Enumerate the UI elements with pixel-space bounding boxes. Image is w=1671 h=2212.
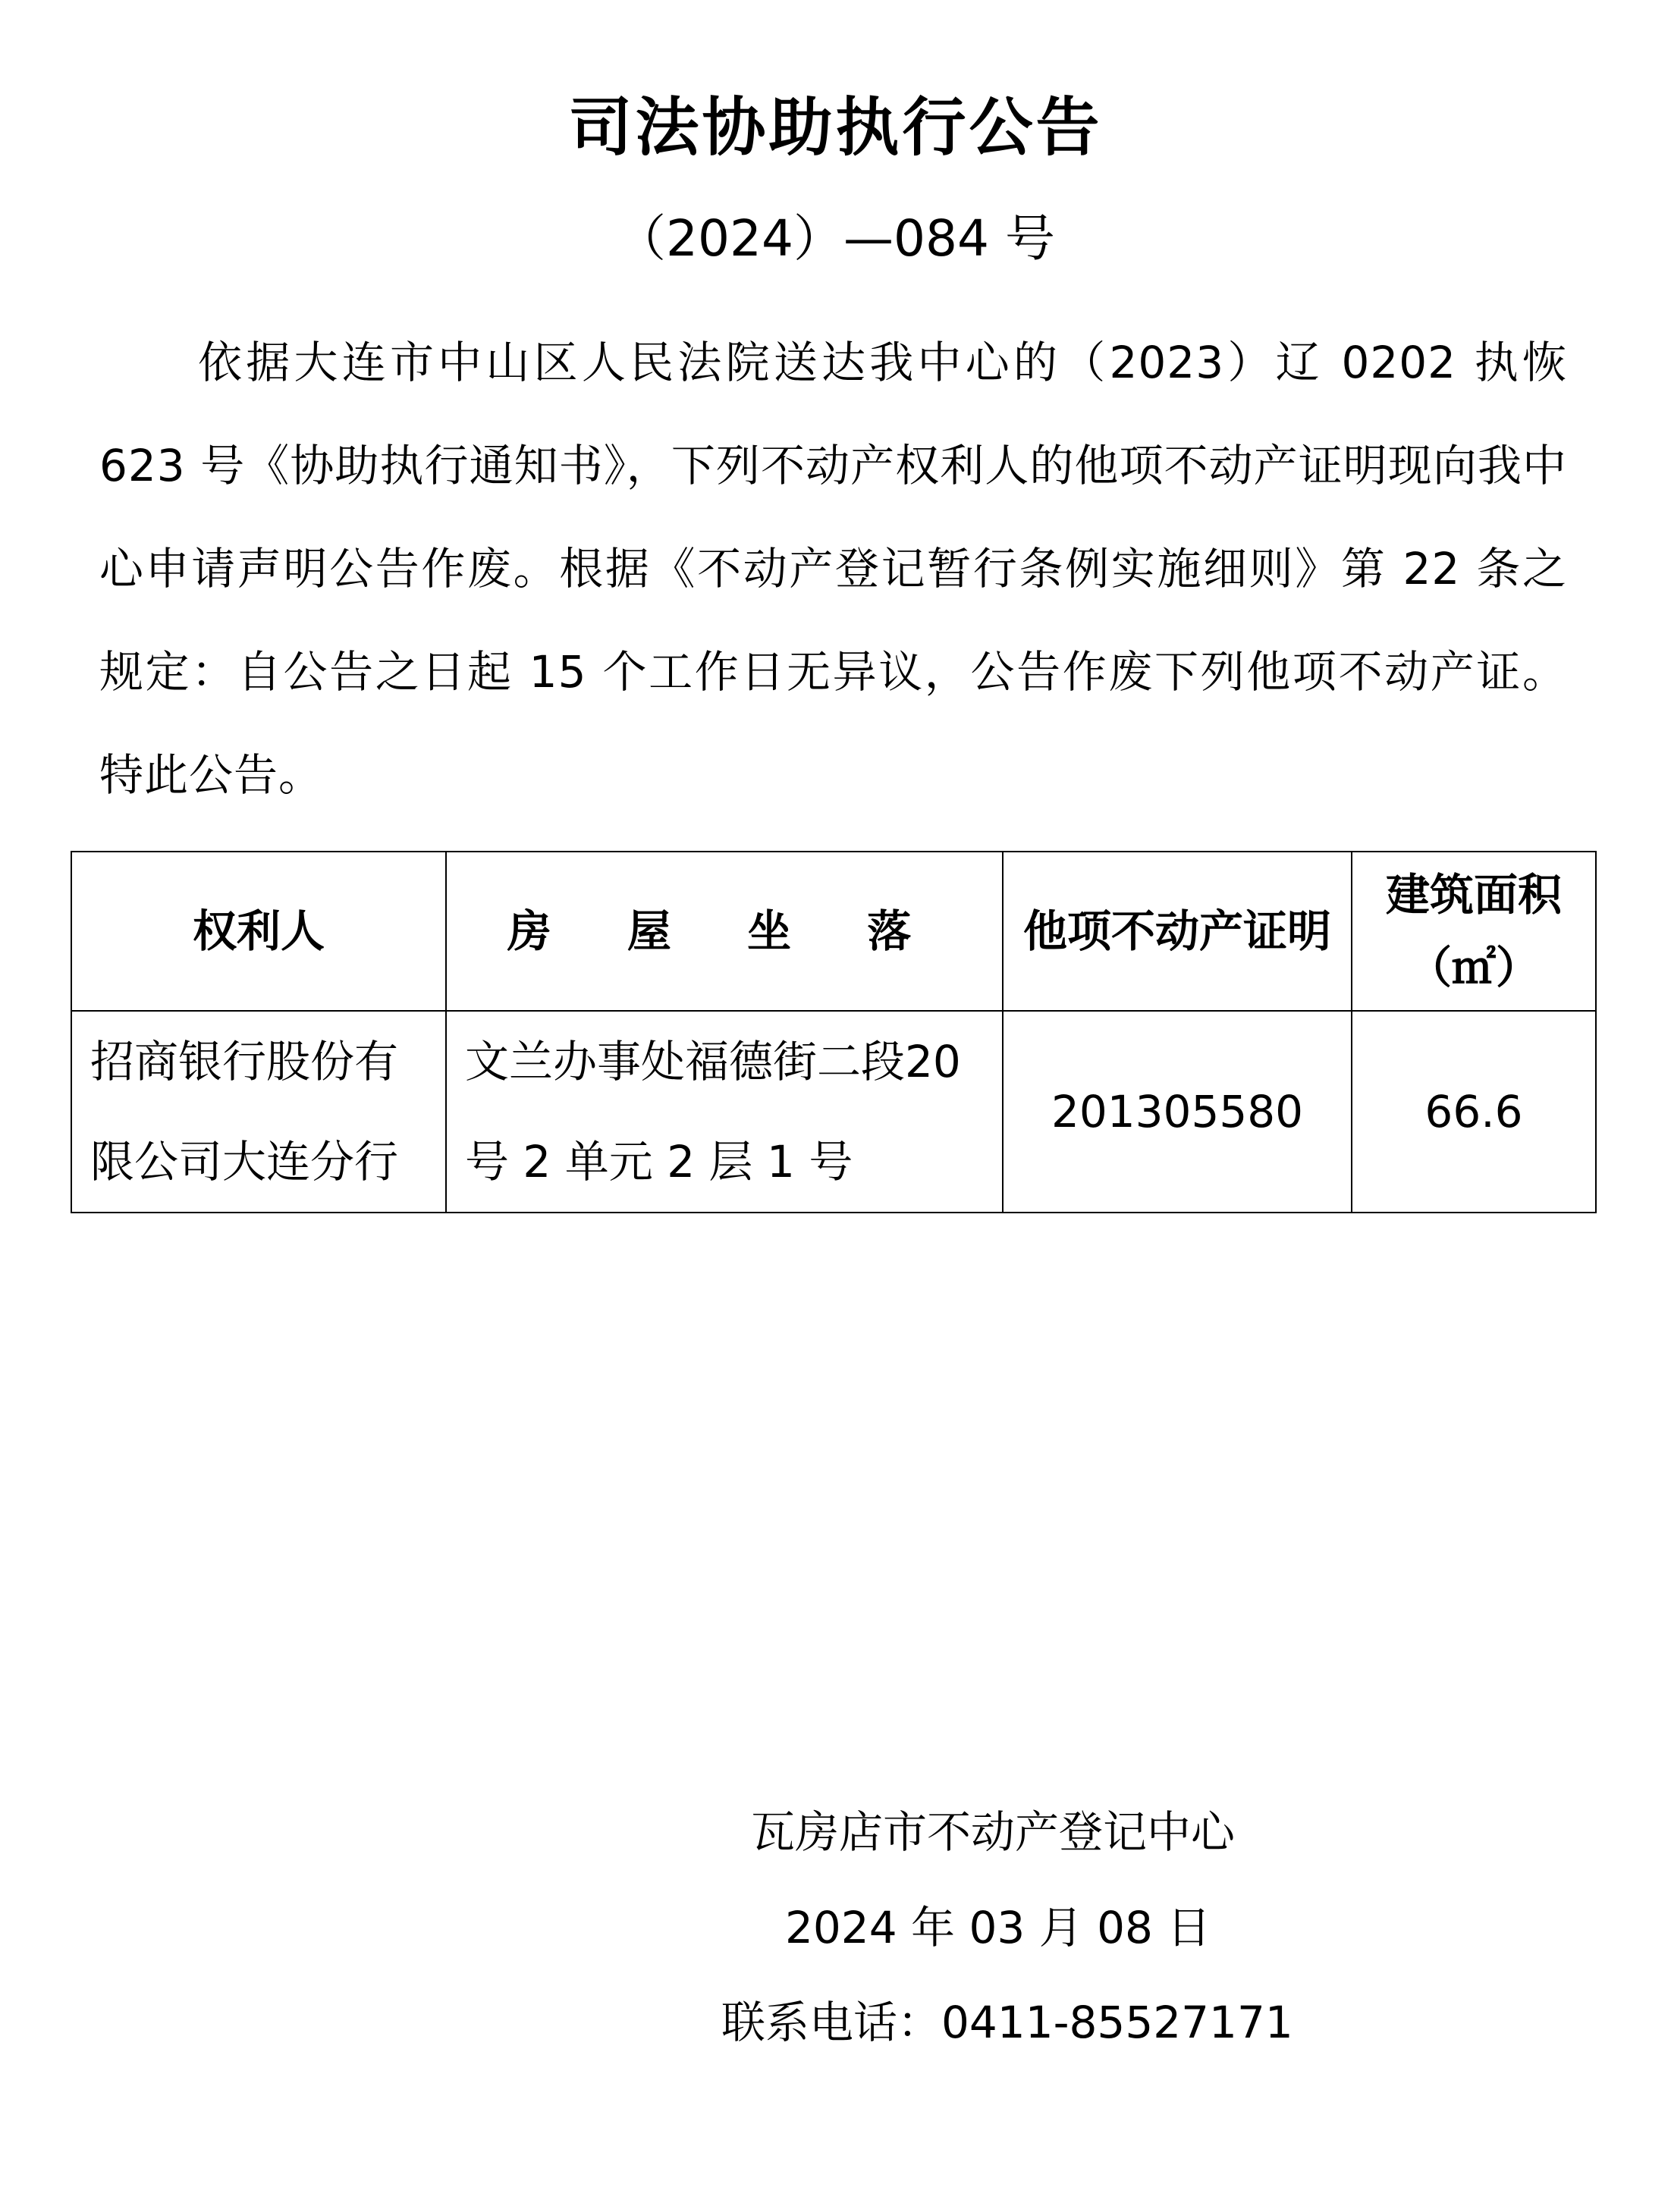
document-number: （2024）—084 号 [616,209,1055,268]
table-row [71,1011,1596,1213]
cell-holder: 招商银行股份有限公司大连分行 [71,1011,446,1213]
certificate-table [71,851,1597,1213]
notice-title: 司法协助执行公告 [568,90,1103,165]
header-area: 建筑面积（㎡） [1352,852,1596,1011]
header-location: 房 屋 坐 落 [446,852,1003,1011]
cell-location: 文兰办事处福德街二段20 号 2 单元 2 层 1 号 [446,1011,1003,1213]
table-header-row [71,852,1596,1011]
issuer-name: 瓦房店市不动产登记中心 [751,1806,1236,1858]
issue-date: 2024 年 03 月 08 日 [785,1902,1211,1953]
notice-body: 依据大连市中山区人民法院送达我中心的（2023）辽 0202 执恢 623 号《协助执行通知书》，下列不动产权利人的他项不动产证明现向我中心申请声明公告作废。根据《不动产登记暂行条例实施细则》第 22 条之规定：自公告之日起 15 个工作日无异议，公告作废下列他项不动产证。特此公告。 [99,337,1567,801]
contact-phone: 联系电话：0411-85527171 [721,1997,1293,2048]
header-holder: 权利人 [71,852,446,1011]
cell-certificate: 201305580 [1003,1011,1352,1213]
cell-area: 66.6 [1352,1011,1596,1213]
header-certificate: 他项不动产证明 [1003,852,1352,1011]
